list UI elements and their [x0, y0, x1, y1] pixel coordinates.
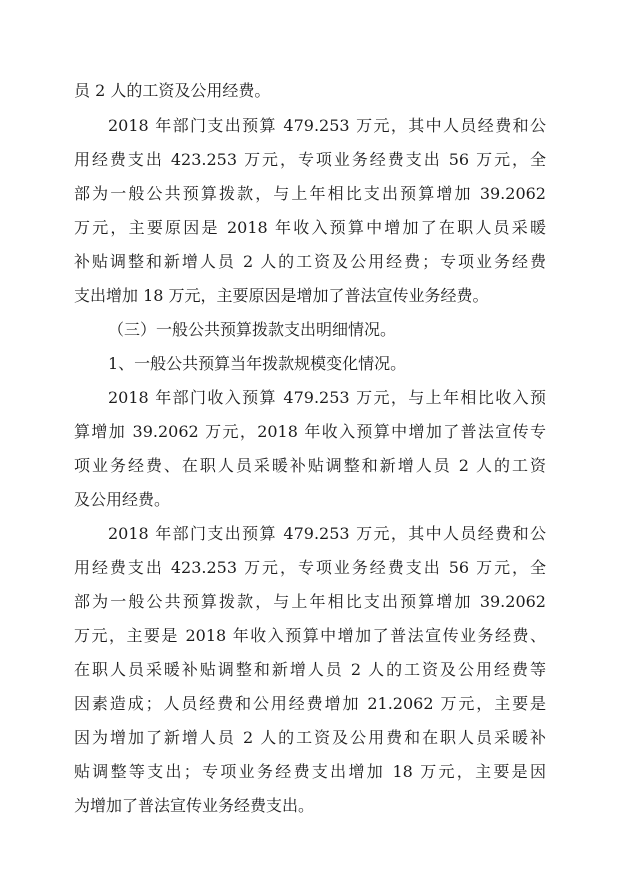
text-line: 部为一般公共预算拨款，与上年相比支出预算增加 39.2062 [74, 184, 546, 203]
text-line: 项业务经费、在职人员采暖补贴调整和新增人员 2 人的工资 [74, 456, 546, 475]
text-line: 用经费支出 423.253 万元，专项业务经费支出 56 万元，全 [74, 558, 546, 577]
text-line: 为增加了普法宣传业务经费支出。 [74, 796, 315, 815]
text-line: 万元，主要原因是 2018 年收入预算中增加了在职人员采暖 [74, 218, 546, 237]
section-heading: （三）一般公共预算拨款支出明细情况。 [108, 320, 397, 339]
text-line: 万元，主要是 2018 年收入预算中增加了普法宣传业务经费、 [74, 626, 546, 645]
text-line: 因为增加了新增人员 2 人的工资及公用费和在职人员采暖补 [74, 728, 546, 747]
text-line: 算增加 39.2062 万元，2018 年收入预算中增加了普法宣传专 [74, 422, 546, 441]
text-line: 因素造成；人员经费和公用经费增加 21.2062 万元，主要是 [74, 694, 546, 713]
paragraph-first-line: 2018 年部门支出预算 479.253 万元，其中人员经费和公 [108, 524, 546, 543]
text-line: 支出增加 18 万元，主要原因是增加了普法宣传业务经费。 [74, 286, 489, 305]
text-line: 在职人员采暖补贴调整和新增人员 2 人的工资及公用经费等 [74, 660, 546, 679]
text-line: 员 2 人的工资及公用经费。 [74, 81, 271, 100]
text-line: 及公用经费。 [74, 490, 171, 509]
subsection-heading: 1、一般公共预算当年拨款规模变化情况。 [108, 354, 407, 373]
paragraph-first-line: 2018 年部门支出预算 479.253 万元，其中人员经费和公 [108, 116, 546, 135]
text-line: 部为一般公共预算拨款，与上年相比支出预算增加 39.2062 [74, 592, 546, 611]
text-line: 贴调整等支出；专项业务经费支出增加 18 万元，主要是因 [74, 762, 546, 781]
text-line: 用经费支出 423.253 万元，专项业务经费支出 56 万元，全 [74, 150, 546, 169]
paragraph-first-line: 2018 年部门收入预算 479.253 万元，与上年相比收入预 [108, 388, 546, 407]
text-line: 补贴调整和新增人员 2 人的工资及公用经费；专项业务经费 [74, 252, 546, 271]
